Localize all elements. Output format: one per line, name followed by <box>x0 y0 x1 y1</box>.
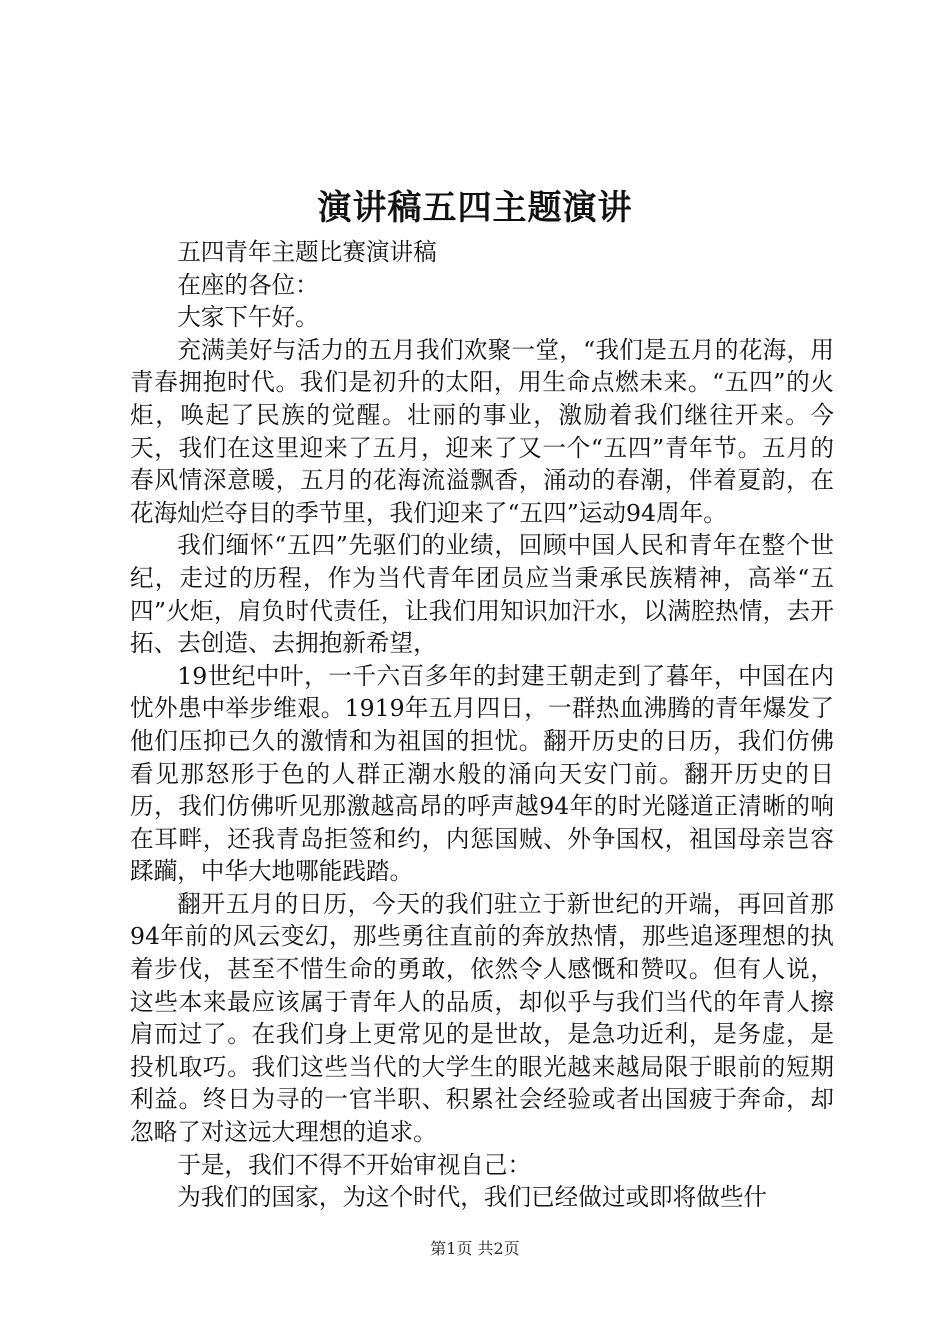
document-body <box>130 236 834 1214</box>
paragraph: 充满美好与活力的五月我们欢聚一堂，“我们是五月的花海，用青春拥抱时代。我们是初升的太阳，用生命点燃未来。“五四”的火炬，唤起了民族的觉醒。壮丽的事业，激励着我们继往开来。今天，我们在这里迎来了五月，迎来了又一个“五四”青年节。五月的春风情深意暖，五月的花海流溢飘香，涌动的春潮，伴着夏韵，在花海灿烂夺目的季节里，我们迎来了“五四”运动94周年。 <box>130 335 834 527</box>
page-number-footer: 第1页 共2页 <box>430 1239 520 1258</box>
paragraph: 为我们的国家，为这个时代，我们已经做过或即将做些什 <box>177 1183 768 1212</box>
paragraph: 翻开五月的日历，今天的我们驻立于新世纪的开端，再回首那94年前的风云变幻，那些勇往直前的奔放热情，那些追逐理想的执着步伐，甚至不惜生命的勇敢，依然令人感慨和赞叹。但有人说，这些本来最应该属于青年人的品质，却似乎与我们当代的年青人擦肩而过了。在我们身上更常见的是世故，是急功近利，是务虚，是投机取巧。我们这些当代的大学生的眼光越来越局限于眼前的短期利益。终日为寻的一官半职、积累社会经验或者出国疲于奔命，却忽略了对这远大理想的追求。 <box>130 889 834 1147</box>
paragraph: 我们缅怀“五四”先驱们的业绩，回顾中国人民和青年在整个世纪，走过的历程，作为当代青年团员应当秉承民族精神，高举“五四”火炬，肩负时代责任，让我们用知识加汗水，以满腔热情，去开拓、去创造、去拥抱新希望， <box>130 531 834 658</box>
paragraph: 五四青年主题比赛演讲稿 <box>177 238 437 266</box>
document-title: 演讲稿五四主题演讲 <box>317 188 633 228</box>
paragraph: 19世纪中叶，一千六百多年的封建王朝走到了暮年，中国在内忧外患中举步维艰。1919年五月四日，一群热血沸腾的青年爆发了他们压抑已久的激情和为祖国的担忧。翻开历史的日历，我们仿佛看见那怒形于色的人群正潮水般的涌向天安门前。翻开历史的日历，我们仿佛听见那激越高昂的呼声越94年的时光隧道正清晰的响在耳畔，还我青岛拒签和约，内惩国贼、外争国权，祖国母亲岂容蹂躏，中华大地哪能践踏。 <box>130 661 834 886</box>
paragraph: 在座的各位： <box>177 270 319 299</box>
paragraph: 于是，我们不得不开始审视自己： <box>177 1150 532 1179</box>
paragraph: 大家下午好。 <box>177 303 319 332</box>
